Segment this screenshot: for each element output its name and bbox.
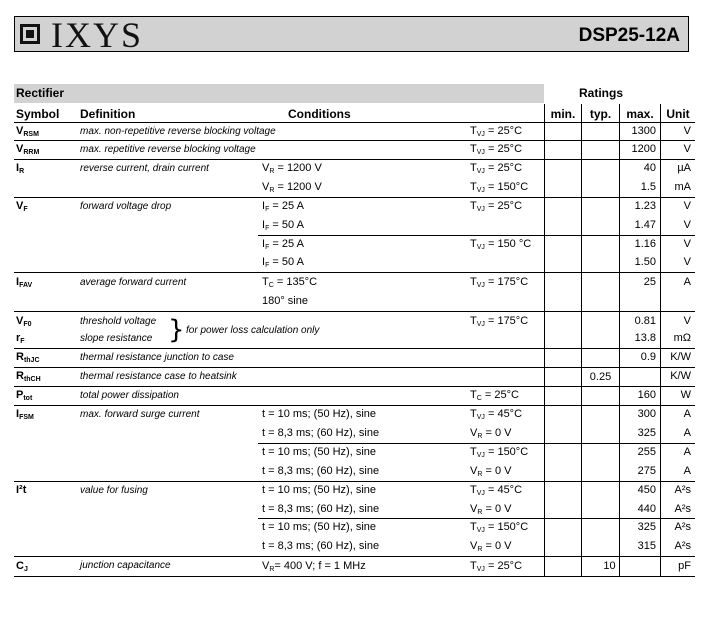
definition-vrsm: max. non-repetitive reverse blocking voltage [80,126,276,137]
row-divider [14,140,695,141]
col-divider [544,104,545,577]
max-value: 1.23 [634,200,656,212]
row-divider [14,405,695,406]
col-min: min. [550,107,576,121]
condition: t = 10 ms; (50 Hz), sine [262,484,377,496]
definition-rf: slope resistance [80,333,153,344]
unit: V [683,238,691,250]
row-divider [258,235,695,236]
condition: $V_R = 1200$ V [262,162,322,175]
condition: $I_F = 50$ A [262,219,304,232]
temp-condition: $V_R = 0$ V [470,540,512,553]
row-divider [14,386,695,387]
row-divider [14,122,695,123]
max-value: 25 [643,276,656,288]
row-divider [14,311,695,312]
max-value: 0.9 [640,351,656,363]
definition-rthch: thermal resistance case to heatsink [80,371,237,382]
row-divider [14,556,695,557]
temp-condition: $T_{VJ} = 25^\circ C$ [470,200,523,213]
unit: V [683,219,691,231]
max-value: 13.8 [634,332,656,344]
unit: mA [674,181,691,193]
row-divider [14,348,695,349]
max-value: 450 [637,484,656,496]
symbol-ifsm: $I_{FSM}$ [16,408,34,421]
condition: $T_C = 135^\circ C$ [262,276,318,289]
unit: A²s [674,503,691,515]
temp-condition: $T_{VJ} = 25^\circ C$ [470,162,523,175]
max-value: 1.50 [634,256,656,268]
unit: V [683,256,691,268]
max-value: 325 [637,521,656,533]
temp-condition: $T_{VJ} = 25^\circ C$ [470,560,523,573]
condition: t = 10 ms; (50 Hz), sine [262,408,377,420]
unit: µA [677,162,691,174]
unit: K/W [670,370,691,382]
unit: A [683,427,691,439]
col-divider [581,104,582,577]
brace-note: for power loss calculation only [186,325,320,336]
max-value: 1.5 [640,181,656,193]
ratings-label: Ratings [578,86,623,100]
max-value: 325 [637,427,656,439]
unit: W [680,389,691,401]
definition-vf0: threshold voltage [80,316,157,327]
row-divider [14,159,695,160]
unit: V [683,143,691,155]
condition: t = 8,3 ms; (60 Hz), sine [262,427,380,439]
unit: V [683,315,691,327]
unit: K/W [670,351,691,363]
symbol-i2t: I²t [16,484,27,496]
temp-condition: $T_{VJ} = 175^\circ C$ [470,276,529,289]
condition: $V_R= 400$ V; f = 1 MHz [262,560,366,573]
symbol-ifav: $I_{FAV}$ [16,276,33,289]
max-value: 275 [637,465,656,477]
symbol-ptot: $P_{tot}$ [16,389,33,402]
typ-value: 10 [603,560,616,572]
part-number: DSP25-12A [578,25,680,46]
condition: t = 8,3 ms; (60 Hz), sine [262,503,380,515]
row-divider [258,443,695,444]
temp-condition: $T_{VJ} = 45^\circ C$ [470,408,523,421]
temp-condition: $T_{VJ} = 45^\circ C$ [470,484,523,497]
unit: A [683,465,691,477]
condition: t = 10 ms; (50 Hz), sine [262,446,377,458]
section-title: Rectifier [16,86,65,100]
symbol-ir: $I_R$ [16,162,25,175]
condition: $I_F = 25$ A [262,200,304,213]
col-unit: Unit [666,107,690,121]
col-typ: typ. [589,107,612,121]
symbol-vrsm: $V_{RSM}$ [16,125,39,138]
max-value: 40 [643,162,656,174]
symbol-rthjc: $R_{thJC}$ [16,351,40,364]
condition: 180° sine [262,295,308,307]
symbol-vrrm: $V_{RRM}$ [16,143,40,156]
symbol-vf0: $V_{F0}$ [16,315,32,328]
col-definition: Definition [80,107,136,121]
brace-icon: } [168,315,185,345]
max-value: 1.16 [634,238,656,250]
unit: pF [678,560,691,572]
col-conditions: Conditions [288,107,351,121]
max-value: 440 [637,503,656,515]
definition-i2t: value for fusing [80,485,148,496]
row-divider [14,576,695,577]
section-band [14,84,544,103]
symbol-cj: $C_J$ [16,560,28,573]
max-value: 300 [637,408,656,420]
col-symbol: Symbol [16,107,60,121]
logo-text: IXYS [51,15,144,55]
symbol-rthch: $R_{thCH}$ [16,370,41,383]
max-value: 1300 [631,125,656,137]
temp-condition: $T_{VJ} = 25^\circ C$ [470,143,523,156]
max-value: 315 [637,540,656,552]
condition: t = 10 ms; (50 Hz), sine [262,521,377,533]
row-divider [14,367,695,368]
temp-condition: $V_R = 0$ V [470,503,512,516]
condition: t = 8,3 ms; (60 Hz), sine [262,465,380,477]
condition: t = 8,3 ms; (60 Hz), sine [262,540,380,552]
temp-condition: $T_{VJ} = 150$ °C [470,238,532,251]
unit: V [683,125,691,137]
definition-vrrm: max. repetitive reverse blocking voltage [80,144,256,155]
symbol-rf: $r_F$ [16,332,25,345]
temp-condition: $T_{VJ} = 150^\circ C$ [470,446,529,459]
definition-ifsm: max. forward surge current [80,409,200,420]
max-value: 1.47 [634,219,656,231]
temp-condition: $T_C = 25^\circ C$ [470,389,519,402]
max-value: 0.81 [634,315,656,327]
header-band [14,15,689,55]
condition: $I_F = 25$ A [262,238,304,251]
unit: A [683,446,691,458]
symbol-vf: $V_F$ [16,200,28,213]
unit: A²s [674,484,691,496]
unit: mΩ [673,332,691,344]
ixys-logo-icon [20,24,40,44]
unit: V [683,200,691,212]
definition-ptot: total power dissipation [80,390,179,401]
unit: A [683,408,691,420]
max-value: 160 [637,389,656,401]
temp-condition: $V_R = 0$ V [470,427,512,440]
row-divider [14,197,695,198]
temp-condition: $T_{VJ} = 175^\circ C$ [470,315,529,328]
definition-rthjc: thermal resistance junction to case [80,352,234,363]
unit: A²s [674,540,691,552]
temp-condition: $T_{VJ} = 150^\circ C$ [470,521,529,534]
temp-condition: $T_{VJ} = 150^\circ C$ [470,181,529,194]
max-value: 1200 [631,143,656,155]
condition: $I_F = 50$ A [262,256,304,269]
definition-cj: junction capacitance [80,560,171,571]
temp-condition: $V_R = 0$ V [470,465,512,478]
row-divider [14,272,695,273]
temp-condition: $T_{VJ} = 25^\circ C$ [470,125,523,138]
definition-ifav: average forward current [80,277,187,288]
col-max: max. [626,107,654,121]
definition-ir: reverse current, drain current [80,163,209,174]
typ-value: 0.25 [589,371,612,383]
definition-vf: forward voltage drop [80,201,172,212]
unit: A [683,276,691,288]
condition: $V_R = 1200$ V [262,181,322,194]
max-value: 255 [637,446,656,458]
unit: A²s [674,521,691,533]
row-divider [14,481,695,482]
